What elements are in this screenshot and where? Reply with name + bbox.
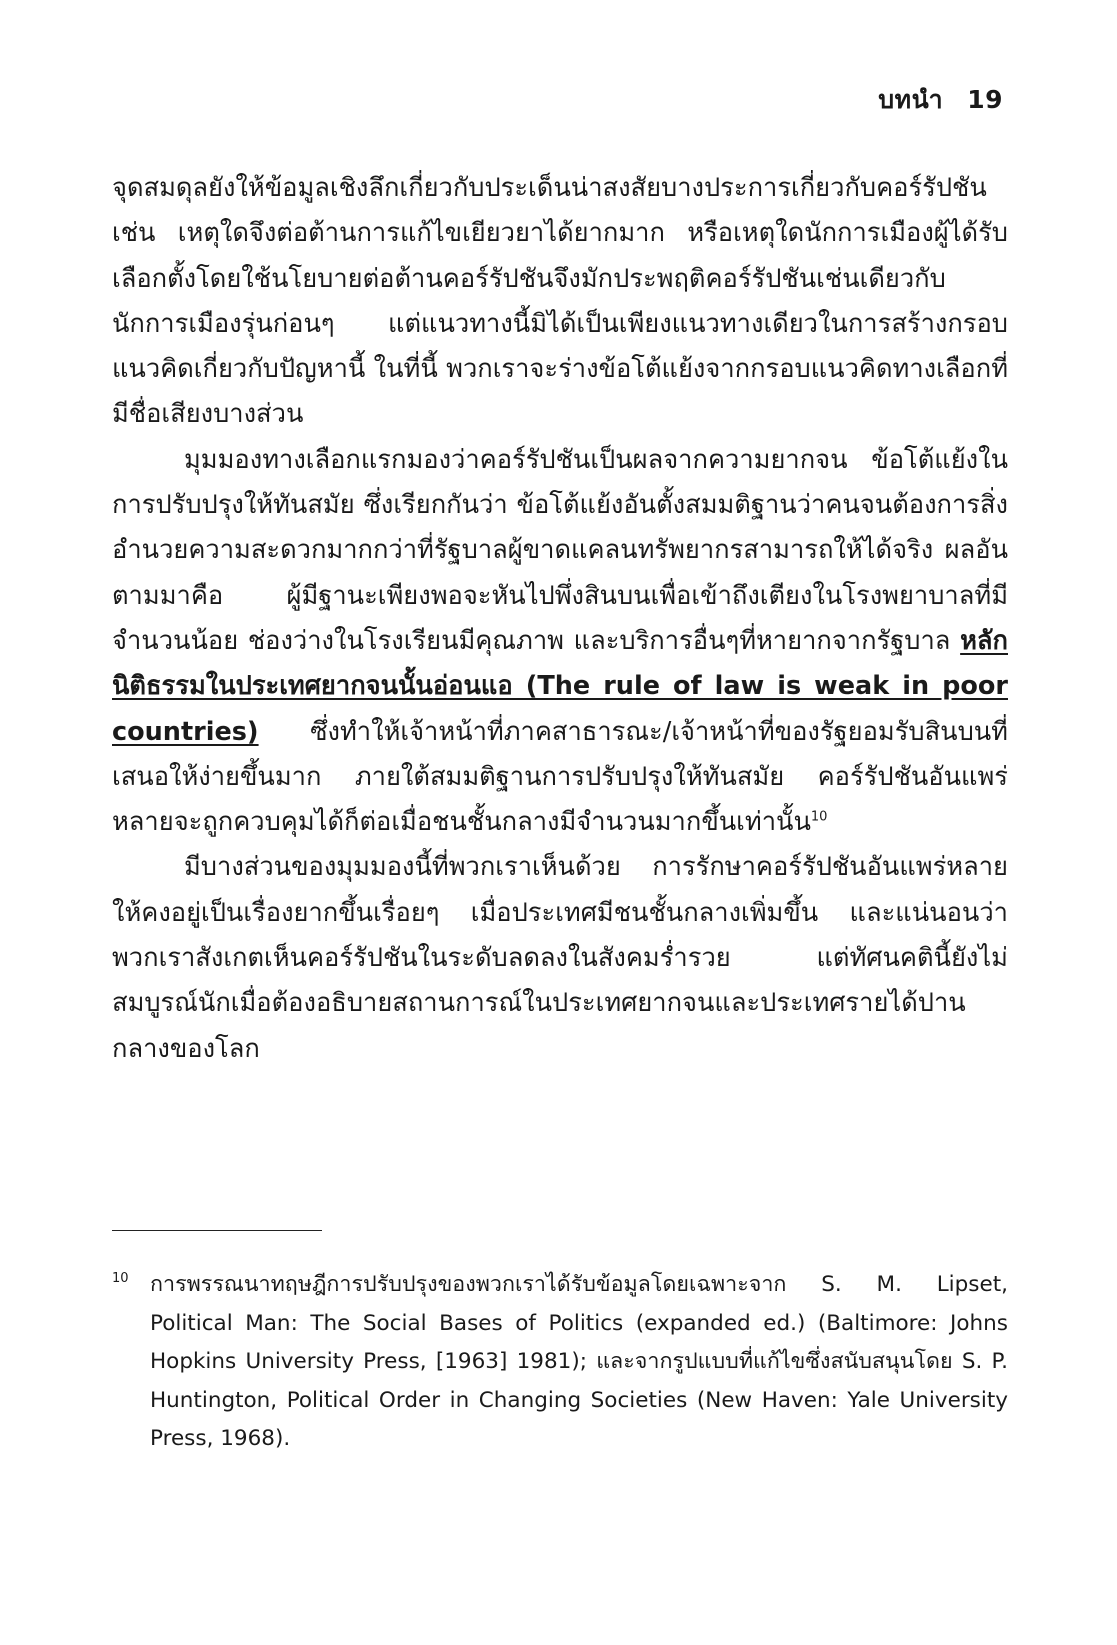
footnote-reference[interactable]: 10: [810, 809, 828, 825]
paragraph-2-text-start: มุมมองทางเลือกแรกมองว่าคอร์รัปชันเป็นผลจากความยากจน ข้อโต้แย้งในการปรับปรุงให้ทันสมัย ซึ่งเรียกกันว่า ข้อโต้แย้งอันตั้งสมมติฐานว่าคนจนต้องการสิ่งอำนวยความสะดวกมากกว่าที่รัฐบาลผู้ขาดแคลนทรัพยากรสามารถให้ได้จริง ผลอันตามมาคือ ผู้มีฐานะเพียงพอจะหันไปพึ่งสินบนเพื่อเข้าถึงเตียงในโรงพยาบาลที่มีจำนวนน้อย ช่องว่างในโรงเรียนมีคุณภาพ และบริการอื่นๆที่หายากจากรัฐบาล: [112, 444, 1008, 656]
footnote: [112, 1266, 1008, 1459]
page-number: 19: [967, 85, 1003, 114]
paragraph-2-text-end: ซึ่งทำให้เจ้าหน้าที่ภาคสาธารณะ/เจ้าหน้าที่ของรัฐยอมรับสินบนที่เสนอให้ง่ายขึ้นมาก ภายใต้สมมติฐานการปรับปรุงให้ทันสมัย คอร์รัปชันอันแพร่หลายจะถูกควบคุมได้ก็ต่อเมื่อชนชั้นกลางมีจำนวนมากขึ้นเท่านั้น: [112, 716, 1008, 838]
footnote-marker: 10: [112, 1271, 129, 1286]
paragraph-1: จุดสมดุลยังให้ข้อมูลเชิงลึกเกี่ยวกับประเด็นน่าสงสัยบางประการเกี่ยวกับคอร์รัปชัน เช่น เหตุใดจึงต่อต้านการแก้ไขเยียวยาได้ยากมาก หรือเหตุใดนักการเมืองผู้ได้รับเลือกตั้งโดยใช้นโยบายต่อต้านคอร์รัปชันจึงมักประพฤติคอร์รัปชันเช่นเดียวกับนักการเมืองรุ่นก่อนๆ แต่แนวทางนี้มิได้เป็นเพียงแนวทางเดียวในการสร้างกรอบแนวคิดเกี่ยวกับปัญหานี้ ในที่นี้ พวกเราจะร่างข้อโต้แย้งจากกรอบแนวคิดทางเลือกที่มีชื่อเสียงบางส่วน: [112, 173, 1008, 430]
paragraph-3: มีบางส่วนของมุมมองนี้ที่พวกเราเห็นด้วย การรักษาคอร์รัปชันอันแพร่หลายให้คงอยู่เป็นเรื่องยากขึ้นเรื่อยๆ เมื่อประเทศมีชนชั้นกลางเพิ่มขึ้น และแน่นอนว่าพวกเราสังเกตเห็นคอร์รัปชันในระดับลดลงในสังคมร่ำรวย แต่ทัศนคตินี้ยังไม่สมบูรณ์นักเมื่อต้องอธิบายสถานการณ์ในประเทศยากจนและประเทศรายได้ปานกลางของโลก: [112, 852, 1008, 1064]
main-body-text: [112, 166, 1008, 1072]
emphasized-phrase: หลักนิติธรรมในประเทศยากจนนั้นอ่อนแอ (The rule of law is weak in poor countries): [112, 625, 1008, 747]
chapter-title: บทนำ: [878, 85, 944, 114]
running-header: [878, 80, 1003, 120]
paragraph-2: [112, 438, 1008, 846]
footnote-text: การพรรณนาทฤษฎีการปรับปรุงของพวกเราได้รับข้อมูลโดยเฉพาะจาก S. M. Lipset, Political Man: The Social Bases of Politics (expanded ed.) (Baltimore: Johns Hopkins University Press, [1963] 1981); และจากรูปแบบที่แก้ไขซึ่งสนับสนุนโดย S. P. Huntington, Political Order in Changing Societies (New Haven: Yale University Press, 1968).: [150, 1272, 1008, 1451]
footnote-divider: [112, 1230, 322, 1231]
